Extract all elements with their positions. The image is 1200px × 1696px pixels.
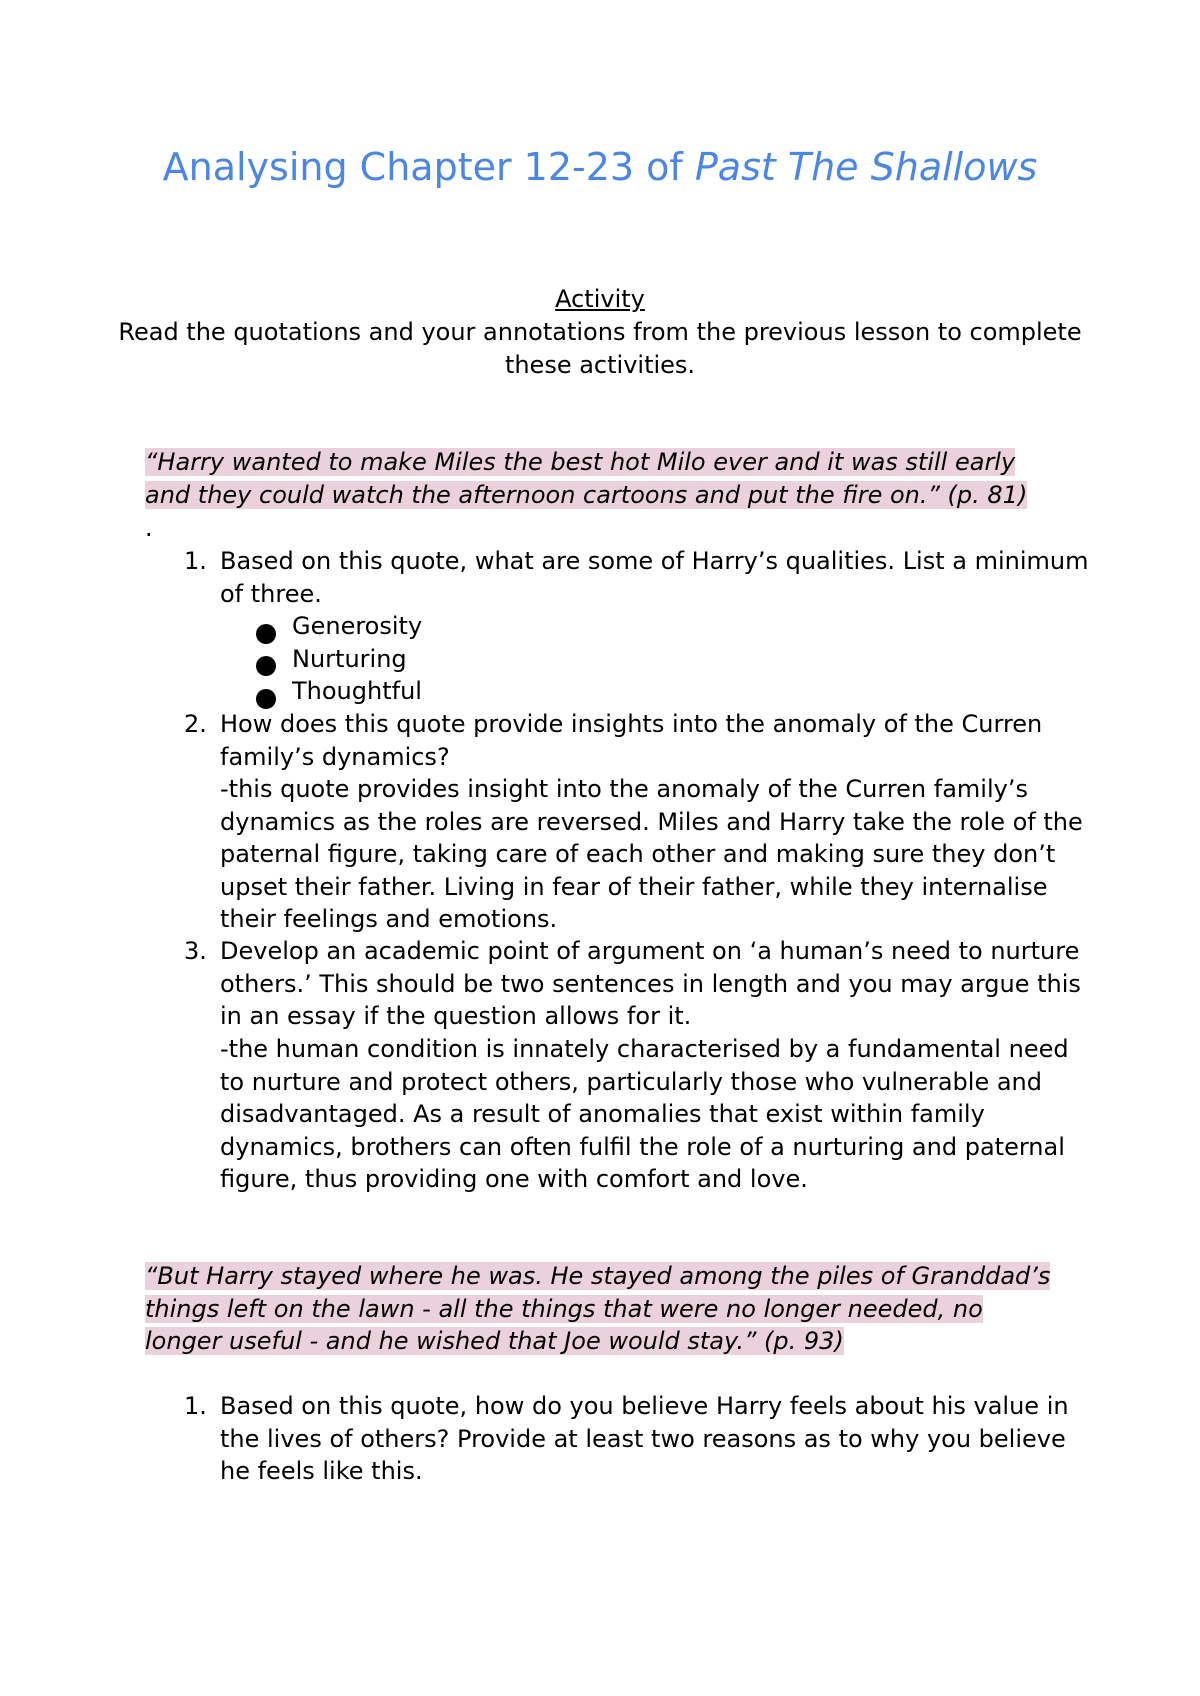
title-main: Analysing Chapter 12-23 of xyxy=(162,145,695,189)
bullet-icon xyxy=(256,624,276,644)
section-2-question-1-text: Based on this quote, how do you believe Harry feels about his value in the lives of others? Provide at least two reasons as to why you believe he feels like this. xyxy=(220,1392,1069,1485)
answer-2-text: -this quote provides insight into the anomaly of the Curren family’s dynamics as the roles are reversed. Miles and Harry take the role of the paternal figure, taking care of each other and making sure they don’t upset their father. Living in fear of their father, while they internalise their feelings and emotions. xyxy=(220,775,1083,933)
page-title xyxy=(100,140,1100,194)
question-number: 1. xyxy=(184,547,207,575)
question-1-text: Based on this quote, what are some of Harry’s qualities. List a minimum of three. xyxy=(220,547,1089,608)
question-number: 3. xyxy=(184,937,207,965)
quality-item: Generosity xyxy=(292,612,423,640)
quote-1 xyxy=(145,446,1065,511)
question-3-text: Develop an academic point of argument on ‘a human’s need to nurture others.’ This should be two sentences in length and you may argue this in an essay if the question allows for it. xyxy=(220,937,1081,1030)
bullet-icon xyxy=(256,689,276,709)
quality-item: Nurturing xyxy=(292,645,407,673)
activity-instructions: Read the quotations and your annotations from the previous lesson to complete these activities. xyxy=(118,318,1082,379)
question-number: 1. xyxy=(184,1392,207,1420)
stray-mark: . xyxy=(145,514,153,542)
quote-2-text: “But Harry stayed where he was. He stayed among the piles of Granddad’s things left on the lawn - all the things that were no longer needed, no longer useful - and he wished that Joe would stay.” (p. 93) xyxy=(145,1262,1051,1355)
quote-1-text: “Harry wanted to make Miles the best hot Milo ever and it was still early and they could watch the afternoon cartoons and put the fire on.” (p. 81) xyxy=(145,448,1028,509)
question-2-text: How does this quote provide insights into the anomaly of the Curren family’s dynamics? xyxy=(220,710,1043,771)
quote-2 xyxy=(145,1260,1065,1358)
quality-item: Thoughtful xyxy=(292,677,422,705)
answer-3-text: -the human condition is innately characterised by a fundamental need to nurture and protect others, particularly those who vulnerable and disadvantaged. As a result of anomalies that exist within family dynamics, brothers can often fulfil the role of a nurturing and paternal figure, thus providing one with comfort and love. xyxy=(220,1035,1069,1193)
question-number: 2. xyxy=(184,710,207,738)
activity-heading: Activity xyxy=(555,285,645,313)
bullet-icon xyxy=(256,656,276,676)
title-book-name: Past The Shallows xyxy=(694,145,1038,189)
